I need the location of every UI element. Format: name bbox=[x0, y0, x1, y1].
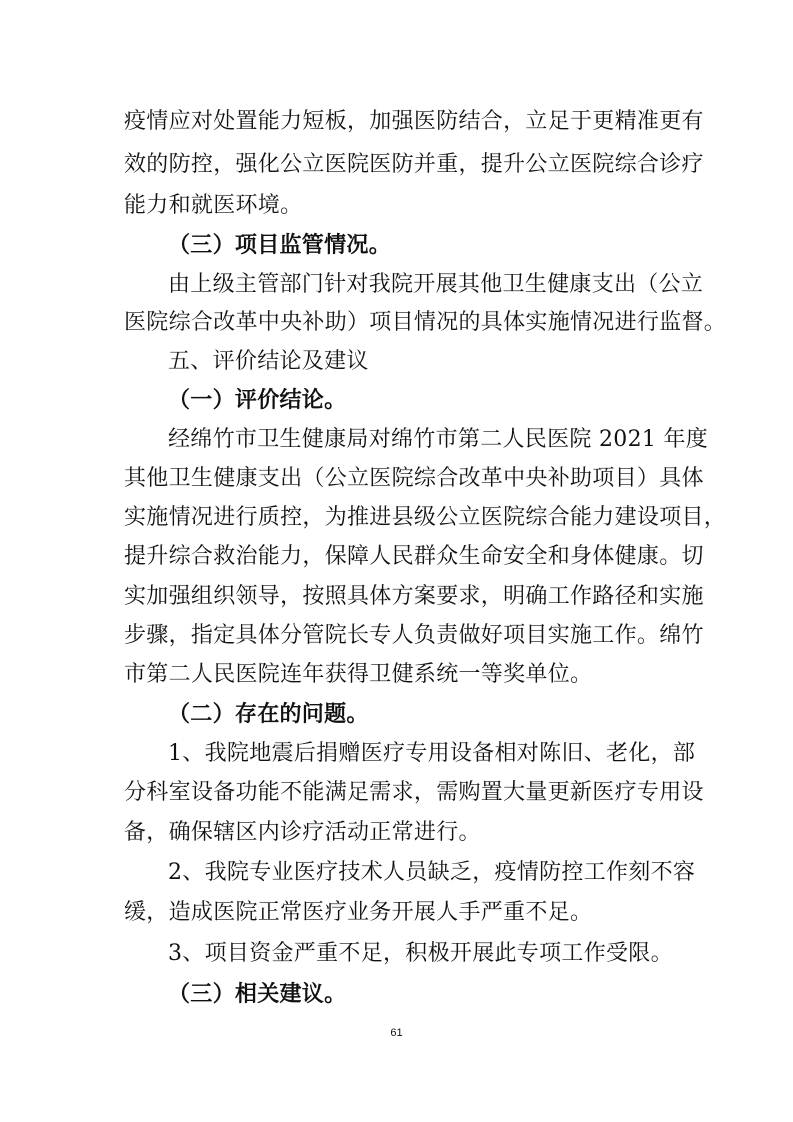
body-text-line: 医院综合改革中央补助）项目情况的具体实施情况进行监督。 bbox=[124, 310, 727, 335]
body-text-line: 3、项目资金严重不足，积极开展此专项工作受限。 bbox=[168, 941, 673, 966]
body-text-line: 效的防控，强化公立医院医防并重，提升公立医院综合诊疗 bbox=[124, 152, 704, 177]
section-heading: （三）项目监管情况。 bbox=[168, 233, 392, 258]
page-number: 61 bbox=[390, 1027, 403, 1039]
section-heading: （一）评价结论。 bbox=[168, 388, 347, 413]
body-text-line: 步骤，指定具体分管院长专人负责做好项目实施工作。绵竹 bbox=[124, 623, 704, 648]
section-heading: 五、评价结论及建议 bbox=[168, 349, 369, 374]
body-text-line: 分科室设备功能不能满足需求，需购置大量更新医疗专用设 bbox=[124, 780, 704, 805]
body-text-line: 备，确保辖区内诊疗活动正常进行。 bbox=[124, 820, 481, 845]
body-text-line: 缓，造成医院正常医疗业务开展人手严重不足。 bbox=[124, 900, 593, 925]
body-text-line: 经绵竹市卫生健康局对绵竹市第二人民医院 2021 年度 bbox=[168, 427, 709, 452]
body-text-line: 实施情况进行质控，为推进县级公立医院综合能力建设项目， bbox=[124, 505, 727, 530]
body-text-line: 能力和就医环境。 bbox=[124, 193, 303, 218]
body-text-line: 1、我院地震后捐赠医疗专用设备相对陈旧、老化，部 bbox=[168, 741, 696, 766]
section-heading: （二）存在的问题。 bbox=[168, 702, 369, 727]
section-heading: （三）相关建议。 bbox=[168, 982, 347, 1007]
body-text-line: 提升综合救治能力，保障人民群众生命安全和身体健康。切 bbox=[124, 544, 704, 569]
body-text-line: 市第二人民医院连年获得卫健系统一等奖单位。 bbox=[124, 662, 593, 687]
body-text-line: 其他卫生健康支出（公立医院综合改革中央补助项目）具体 bbox=[124, 466, 704, 491]
body-text-line: 实加强组织领导，按照具体方案要求，明确工作路径和实施 bbox=[124, 584, 704, 609]
body-text-line: 疫情应对处置能力短板，加强医防结合，立足于更精准更有 bbox=[124, 109, 704, 134]
body-text-line: 由上级主管部门针对我院开展其他卫生健康支出（公立 bbox=[168, 272, 704, 297]
body-text-line: 2、我院专业医疗技术人员缺乏，疫情防控工作刻不容 bbox=[168, 860, 696, 885]
